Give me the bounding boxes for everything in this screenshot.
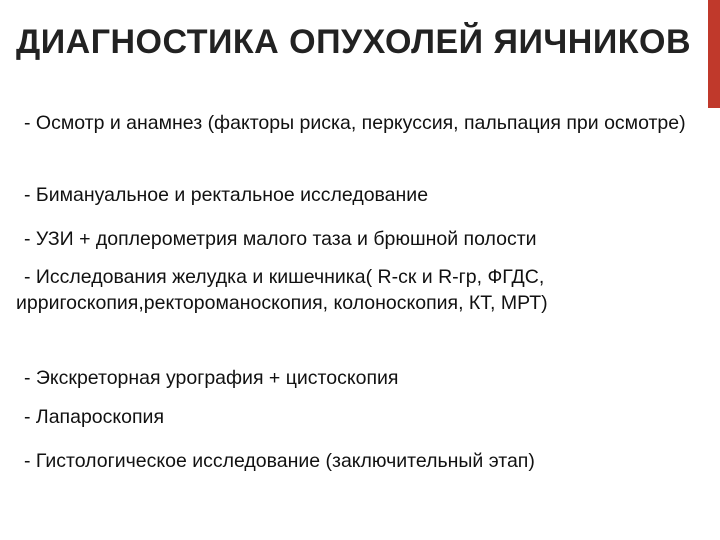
slide-title: ДИАГНОСТИКА ОПУХОЛЕЙ ЯИЧНИКОВ: [16, 23, 692, 61]
list-item: - Бимануальное и ректальное исследование: [24, 184, 429, 206]
list-item: - Лапароскопия: [24, 406, 165, 428]
accent-bar: [708, 0, 720, 108]
list-item: - Исследования желудка и кишечника( R-ск и R-гр, ФГДС, ирригоскопия,ректороманоскопия, колоноскопия, КТ, МРТ): [16, 266, 548, 314]
list-item: - УЗИ + доплерометрия малого таза и брюшной полости: [24, 228, 537, 250]
list-item: - Гистологическое исследование (заключительный этап): [24, 450, 535, 472]
list-item: - Экскреторная урография + цистоскопия: [24, 367, 399, 389]
list-item: - Осмотр и анамнез (факторы риска, перкуссия, пальпация при осмотре): [24, 112, 686, 134]
